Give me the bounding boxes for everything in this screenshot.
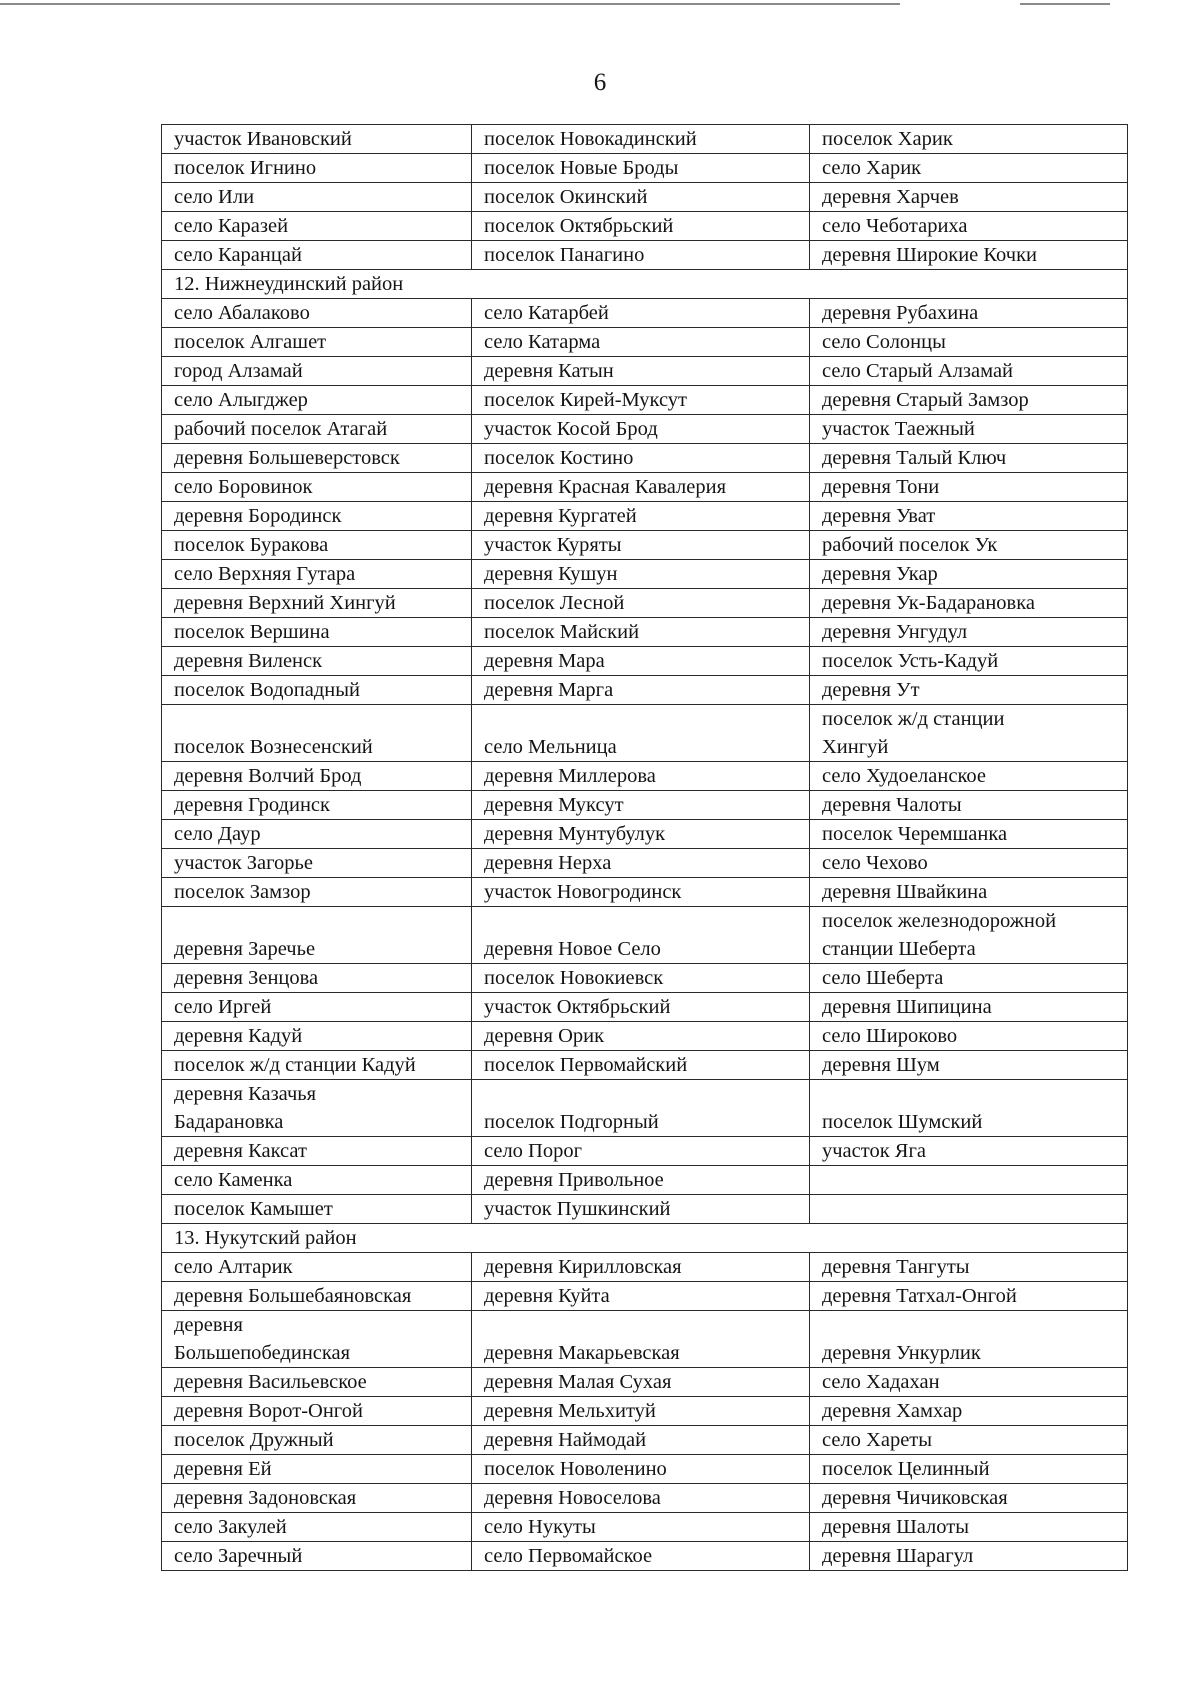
district-heading-row	[162, 1224, 1128, 1253]
table-cell: село Даур	[162, 820, 472, 849]
table-cell	[810, 1166, 1128, 1195]
table-cell: поселок Лесной	[472, 589, 810, 618]
table-cell: деревня Новое Село	[472, 907, 810, 964]
table-cell: деревня Привольное	[472, 1166, 810, 1195]
table-cell: деревня Кургатей	[472, 502, 810, 531]
table-row	[162, 647, 1128, 676]
table-cell: участок Новогродинск	[472, 878, 810, 907]
table-cell: поселок Камышет	[162, 1195, 472, 1224]
table-cell: поселок Водопадный	[162, 676, 472, 705]
table-cell: поселок Панагино	[472, 241, 810, 270]
table-cell: село Катарма	[472, 328, 810, 357]
table-cell: деревня Задоновская	[162, 1484, 472, 1513]
table-cell: поселок Алгашет	[162, 328, 472, 357]
table-cell: деревня Заречье	[162, 907, 472, 964]
table-cell: поселок Майский	[472, 618, 810, 647]
table-cell: деревня Красная Кавалерия	[472, 473, 810, 502]
settlements-table	[161, 124, 1128, 1571]
table-cell: деревня Волчий Брод	[162, 762, 472, 791]
page-number: 6	[593, 69, 607, 96]
table-row	[162, 1137, 1128, 1166]
table-cell	[810, 907, 1128, 964]
table-cell: село Или	[162, 183, 472, 212]
table-cell: участок Куряты	[472, 531, 810, 560]
table-row	[162, 502, 1128, 531]
cell-line: деревня	[174, 1314, 243, 1336]
table-row	[162, 1253, 1128, 1282]
table-cell: село Закулей	[162, 1513, 472, 1542]
table-row	[162, 386, 1128, 415]
table-cell: село Широково	[810, 1022, 1128, 1051]
table-cell: поселок Вознесенский	[162, 705, 472, 762]
table-cell: деревня Мара	[472, 647, 810, 676]
table-cell: деревня Васильевское	[162, 1368, 472, 1397]
table-cell: деревня Куйта	[472, 1282, 810, 1311]
table-row	[162, 299, 1128, 328]
table-row	[162, 1397, 1128, 1426]
table-cell: деревня Чалоты	[810, 791, 1128, 820]
table-cell: поселок ж/д станции Кадуй	[162, 1051, 472, 1080]
table-cell: село Чеботариха	[810, 212, 1128, 241]
table-row	[162, 849, 1128, 878]
table-cell: участок Пушкинский	[472, 1195, 810, 1224]
table-cell: село Нукуты	[472, 1513, 810, 1542]
table-row	[162, 444, 1128, 473]
settlements-table-body	[162, 125, 1128, 1571]
table-cell: село Заречный	[162, 1542, 472, 1571]
table-cell: участок Октябрьский	[472, 993, 810, 1022]
table-row	[162, 531, 1128, 560]
table-cell: деревня Мунтубулук	[472, 820, 810, 849]
table-cell: поселок Окинский	[472, 183, 810, 212]
table-cell: село Худоеланское	[810, 762, 1128, 791]
table-cell: село Первомайское	[472, 1542, 810, 1571]
table-cell: деревня Кирилловская	[472, 1253, 810, 1282]
table-cell: село Катарбей	[472, 299, 810, 328]
table-cell: село Порог	[472, 1137, 810, 1166]
table-cell: село Каменка	[162, 1166, 472, 1195]
table-cell: деревня Тони	[810, 473, 1128, 502]
table-row	[162, 964, 1128, 993]
table-cell: село Шеберта	[810, 964, 1128, 993]
table-row	[162, 791, 1128, 820]
table-cell: деревня Хамхар	[810, 1397, 1128, 1426]
table-cell	[162, 1311, 472, 1368]
table-row	[162, 1080, 1128, 1137]
table-cell: село Боровинок	[162, 473, 472, 502]
table-cell: деревня Макарьевская	[472, 1311, 810, 1368]
table-cell: деревня Наймодай	[472, 1426, 810, 1455]
table-cell: деревня Ункурлик	[810, 1311, 1128, 1368]
table-row	[162, 1455, 1128, 1484]
table-cell: поселок Новые Броды	[472, 154, 810, 183]
table-row	[162, 1368, 1128, 1397]
table-cell	[810, 1195, 1128, 1224]
scan-top-rule	[0, 3, 900, 5]
table-cell: деревня Гродинск	[162, 791, 472, 820]
table-cell: поселок Новоленино	[472, 1455, 810, 1484]
table-cell: деревня Уват	[810, 502, 1128, 531]
table-cell: поселок Кирей-Муксут	[472, 386, 810, 415]
table-cell: деревня Каксат	[162, 1137, 472, 1166]
table-cell: поселок Буракова	[162, 531, 472, 560]
cell-line: поселок железнодорожной	[822, 910, 1057, 932]
table-cell: село Каранцай	[162, 241, 472, 270]
table-cell: поселок Новокадинский	[472, 125, 810, 154]
table-cell: село Мельница	[472, 705, 810, 762]
table-row	[162, 415, 1128, 444]
table-cell: село Харик	[810, 154, 1128, 183]
table-cell: деревня Виленск	[162, 647, 472, 676]
table-row	[162, 676, 1128, 705]
table-cell: деревня Верхний Хингуй	[162, 589, 472, 618]
table-row	[162, 473, 1128, 502]
table-cell: деревня Марга	[472, 676, 810, 705]
table-row	[162, 705, 1128, 762]
table-cell: деревня Зенцова	[162, 964, 472, 993]
table-cell: деревня Шум	[810, 1051, 1128, 1080]
table-cell: деревня Ук-Бадарановка	[810, 589, 1128, 618]
table-row	[162, 820, 1128, 849]
table-cell: деревня Унгудул	[810, 618, 1128, 647]
table-cell: село Хадахан	[810, 1368, 1128, 1397]
table-cell: деревня Большеверстовск	[162, 444, 472, 473]
table-cell: деревня Ей	[162, 1455, 472, 1484]
table-cell: деревня Миллерова	[472, 762, 810, 791]
table-row	[162, 1166, 1128, 1195]
cell-line: поселок ж/д станции	[822, 708, 1005, 730]
table-cell: село Каразей	[162, 212, 472, 241]
table-row	[162, 907, 1128, 964]
table-row	[162, 241, 1128, 270]
cell-line: Большепобединская	[174, 1342, 351, 1364]
table-row	[162, 1051, 1128, 1080]
table-cell: поселок Костино	[472, 444, 810, 473]
table-cell: село Алыгджер	[162, 386, 472, 415]
table-cell: деревня Ут	[810, 676, 1128, 705]
cell-line: деревня Казачья	[174, 1083, 317, 1105]
table-cell: поселок Дружный	[162, 1426, 472, 1455]
table-row	[162, 125, 1128, 154]
table-cell: деревня Укар	[810, 560, 1128, 589]
table-row	[162, 1542, 1128, 1571]
table-row	[162, 1022, 1128, 1051]
table-cell: село Верхняя Гутара	[162, 560, 472, 589]
table-cell: поселок Усть-Кадуй	[810, 647, 1128, 676]
table-cell: деревня Мельхитуй	[472, 1397, 810, 1426]
table-cell: поселок Черемшанка	[810, 820, 1128, 849]
district-heading: 13. Нукутский район	[162, 1224, 1128, 1253]
table-cell: рабочий поселок Атагай	[162, 415, 472, 444]
table-row	[162, 212, 1128, 241]
table-cell: деревня Орик	[472, 1022, 810, 1051]
table-cell: село Хареты	[810, 1426, 1128, 1455]
table-row	[162, 618, 1128, 647]
table-cell: поселок Целинный	[810, 1455, 1128, 1484]
table-row	[162, 328, 1128, 357]
table-row	[162, 1311, 1128, 1368]
table-cell: деревня Талый Ключ	[810, 444, 1128, 473]
table-cell: деревня Швайкина	[810, 878, 1128, 907]
table-cell: участок Таежный	[810, 415, 1128, 444]
table-cell: деревня Шалоты	[810, 1513, 1128, 1542]
table-cell: деревня Рубахина	[810, 299, 1128, 328]
table-cell: поселок Игнино	[162, 154, 472, 183]
table-row	[162, 1282, 1128, 1311]
table-cell: деревня Старый Замзор	[810, 386, 1128, 415]
table-cell: село Солонцы	[810, 328, 1128, 357]
table-row	[162, 1195, 1128, 1224]
table-cell: село Старый Алзамай	[810, 357, 1128, 386]
table-cell: село Абалаково	[162, 299, 472, 328]
table-cell: село Чехово	[810, 849, 1128, 878]
scan-top-rule	[1020, 3, 1110, 5]
table-row	[162, 1484, 1128, 1513]
table-cell: поселок Замзор	[162, 878, 472, 907]
table-row	[162, 878, 1128, 907]
table-cell	[162, 1080, 472, 1137]
table-cell: поселок Харик	[810, 125, 1128, 154]
table-cell: деревня Нерха	[472, 849, 810, 878]
cell-line: Бадарановка	[174, 1111, 284, 1133]
table-cell: деревня Кадуй	[162, 1022, 472, 1051]
table-cell: деревня Новоселова	[472, 1484, 810, 1513]
table-cell: деревня Кушун	[472, 560, 810, 589]
table-row	[162, 993, 1128, 1022]
table-cell: деревня Малая Сухая	[472, 1368, 810, 1397]
table-row	[162, 1513, 1128, 1542]
table-cell: участок Ивановский	[162, 125, 472, 154]
table-cell: деревня Тангуты	[810, 1253, 1128, 1282]
table-cell: деревня Бородинск	[162, 502, 472, 531]
table-cell: деревня Чичиковская	[810, 1484, 1128, 1513]
district-heading: 12. Нижнеудинский район	[162, 270, 1128, 299]
table-cell: участок Яга	[810, 1137, 1128, 1166]
cell-line: станции Шеберта	[822, 938, 976, 960]
table-cell: поселок Подгорный	[472, 1080, 810, 1137]
table-cell: деревня Шипицина	[810, 993, 1128, 1022]
table-row	[162, 183, 1128, 212]
table-cell: деревня Татхал-Онгой	[810, 1282, 1128, 1311]
table-cell: поселок Шумский	[810, 1080, 1128, 1137]
table-cell: село Иргей	[162, 993, 472, 1022]
table-cell: деревня Большебаяновская	[162, 1282, 472, 1311]
table-cell: поселок Вершина	[162, 618, 472, 647]
table-cell: поселок Новокиевск	[472, 964, 810, 993]
table-cell: деревня Харчев	[810, 183, 1128, 212]
table-row	[162, 154, 1128, 183]
table-cell	[810, 705, 1128, 762]
table-row	[162, 762, 1128, 791]
table-cell: поселок Первомайский	[472, 1051, 810, 1080]
table-cell: село Алтарик	[162, 1253, 472, 1282]
table-cell: деревня Ворот-Онгой	[162, 1397, 472, 1426]
cell-line: Хингуй	[822, 736, 889, 758]
table-row	[162, 357, 1128, 386]
table-cell: город Алзамай	[162, 357, 472, 386]
table-row	[162, 560, 1128, 589]
table-cell: деревня Широкие Кочки	[810, 241, 1128, 270]
table-cell: деревня Муксут	[472, 791, 810, 820]
table-cell: участок Косой Брод	[472, 415, 810, 444]
table-row	[162, 1426, 1128, 1455]
table-row	[162, 589, 1128, 618]
table-cell: участок Загорье	[162, 849, 472, 878]
table-cell: поселок Октябрьский	[472, 212, 810, 241]
district-heading-row	[162, 270, 1128, 299]
table-cell: рабочий поселок Ук	[810, 531, 1128, 560]
table-cell: деревня Катын	[472, 357, 810, 386]
table-cell: деревня Шарагул	[810, 1542, 1128, 1571]
